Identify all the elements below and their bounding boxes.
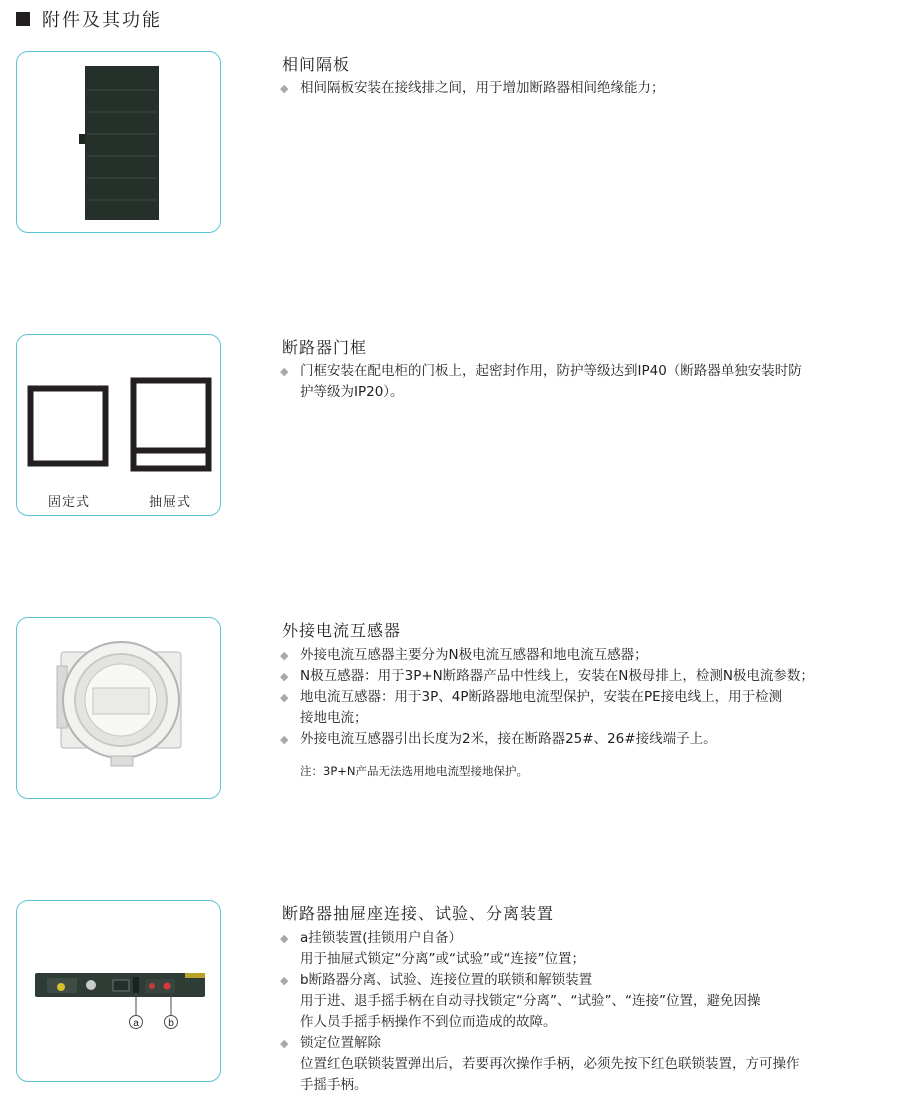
diamond-bullet-icon: ◆	[280, 82, 289, 95]
diamond-bullet-icon: ◆	[280, 932, 289, 945]
callout-a-label: a	[133, 1018, 139, 1029]
section-header	[16, 6, 162, 32]
diamond-bullet-icon: ◆	[280, 974, 289, 987]
drawer-frame-shape	[134, 381, 209, 469]
bullet-item	[280, 666, 905, 687]
bullet-text: 用于进、退手摇手柄在自动寻找锁定“分离”、“试验”、“连接”位置，避免因操	[300, 993, 761, 1009]
bullet-text-continued: 护等级为IP20）。	[300, 384, 404, 400]
current-transformer-image-card	[16, 617, 221, 799]
item-title: 断路器门框	[282, 338, 368, 357]
yellow-button-shape	[57, 983, 65, 991]
fixed-frame-shape	[31, 389, 106, 464]
door-frame-illustration	[17, 335, 221, 475]
bullet-heading: 锁定位置解除	[300, 1035, 381, 1051]
bullet-text: 位置红色联锁装置弹出后，若要再次操作手柄，必须先按下红色联锁装置，方可操作	[300, 1056, 800, 1072]
diamond-bullet-icon: ◆	[280, 649, 289, 662]
bullet-text: 手摇手柄。	[300, 1077, 368, 1093]
bullet-item	[280, 78, 905, 99]
bullet-text: 作人员手摇手柄操作不到位而造成的故障。	[300, 1014, 557, 1030]
bullet-text: 门框安装在配电柜的门板上，起密封作用，防护等级达到IP40（断路器单独安装时防	[300, 363, 802, 379]
bullet-list	[280, 361, 905, 403]
bullet-text: 相间隔板安装在接线排之间，用于增加断路器相间绝缘能力；	[300, 80, 665, 96]
bullet-text: 外接电流互感器主要分为N极电流互感器和地电流互感器；	[300, 647, 648, 663]
bullet-item	[280, 928, 905, 970]
item-title: 断路器抽屉座连接、试验、分离装置	[282, 904, 555, 923]
bullet-heading: a挂锁装置(挂锁用户自备）	[300, 930, 463, 946]
bullet-item	[280, 729, 905, 750]
note-text: 注：3P+N产品无法选用地电流型接地保护。	[300, 764, 528, 778]
bullet-text: 地电流互感器：用于3P、4P断路器地电流型保护，安装在PE接电线上，用于检测	[300, 689, 783, 705]
bullet-item	[280, 970, 905, 1033]
bullet-item	[280, 361, 905, 403]
current-transformer-illustration	[17, 618, 221, 799]
diamond-bullet-icon: ◆	[280, 691, 289, 704]
bullet-list	[280, 78, 905, 99]
diamond-bullet-icon: ◆	[280, 670, 289, 683]
diamond-bullet-icon: ◆	[280, 733, 289, 746]
bullet-item	[280, 1033, 905, 1096]
door-frame-image-card	[16, 334, 221, 516]
bullet-item	[280, 687, 905, 729]
interlock-device-image-card	[16, 900, 221, 1082]
section-title: 附件及其功能	[42, 10, 162, 31]
bullet-item	[280, 645, 905, 666]
callout-b-label: b	[168, 1018, 174, 1029]
item-title: 相间隔板	[282, 55, 351, 74]
phase-barrier-illustration	[17, 52, 221, 233]
item-title: 外接电流互感器	[282, 621, 402, 640]
bullet-text-continued: 接地电流；	[300, 710, 368, 726]
interlock-device-illustration	[17, 901, 221, 1082]
bullet-text: 外接电流互感器引出长度为2米，接在断路器25#、26#接线端子上。	[300, 731, 717, 747]
bullet-text: N极互感器：用于3P+N断路器产品中性线上，安装在N极母排上，检测N极电流参数；	[300, 668, 814, 684]
bullet-list	[280, 928, 905, 1096]
diamond-bullet-icon: ◆	[280, 1037, 289, 1050]
bullet-list	[280, 645, 905, 750]
fixed-type-label: 固定式	[48, 495, 91, 510]
diamond-bullet-icon: ◆	[280, 365, 289, 378]
square-bullet-icon	[16, 12, 30, 26]
bullet-text: 用于抽屉式锁定“分离”或“试验”或“连接”位置；	[300, 951, 585, 967]
bullet-heading: b断路器分离、试验、连接位置的联锁和解锁装置	[300, 972, 593, 988]
drawer-type-label: 抽屉式	[149, 495, 192, 510]
red-interlock-shape	[164, 983, 171, 990]
phase-barrier-image-card	[16, 51, 221, 233]
